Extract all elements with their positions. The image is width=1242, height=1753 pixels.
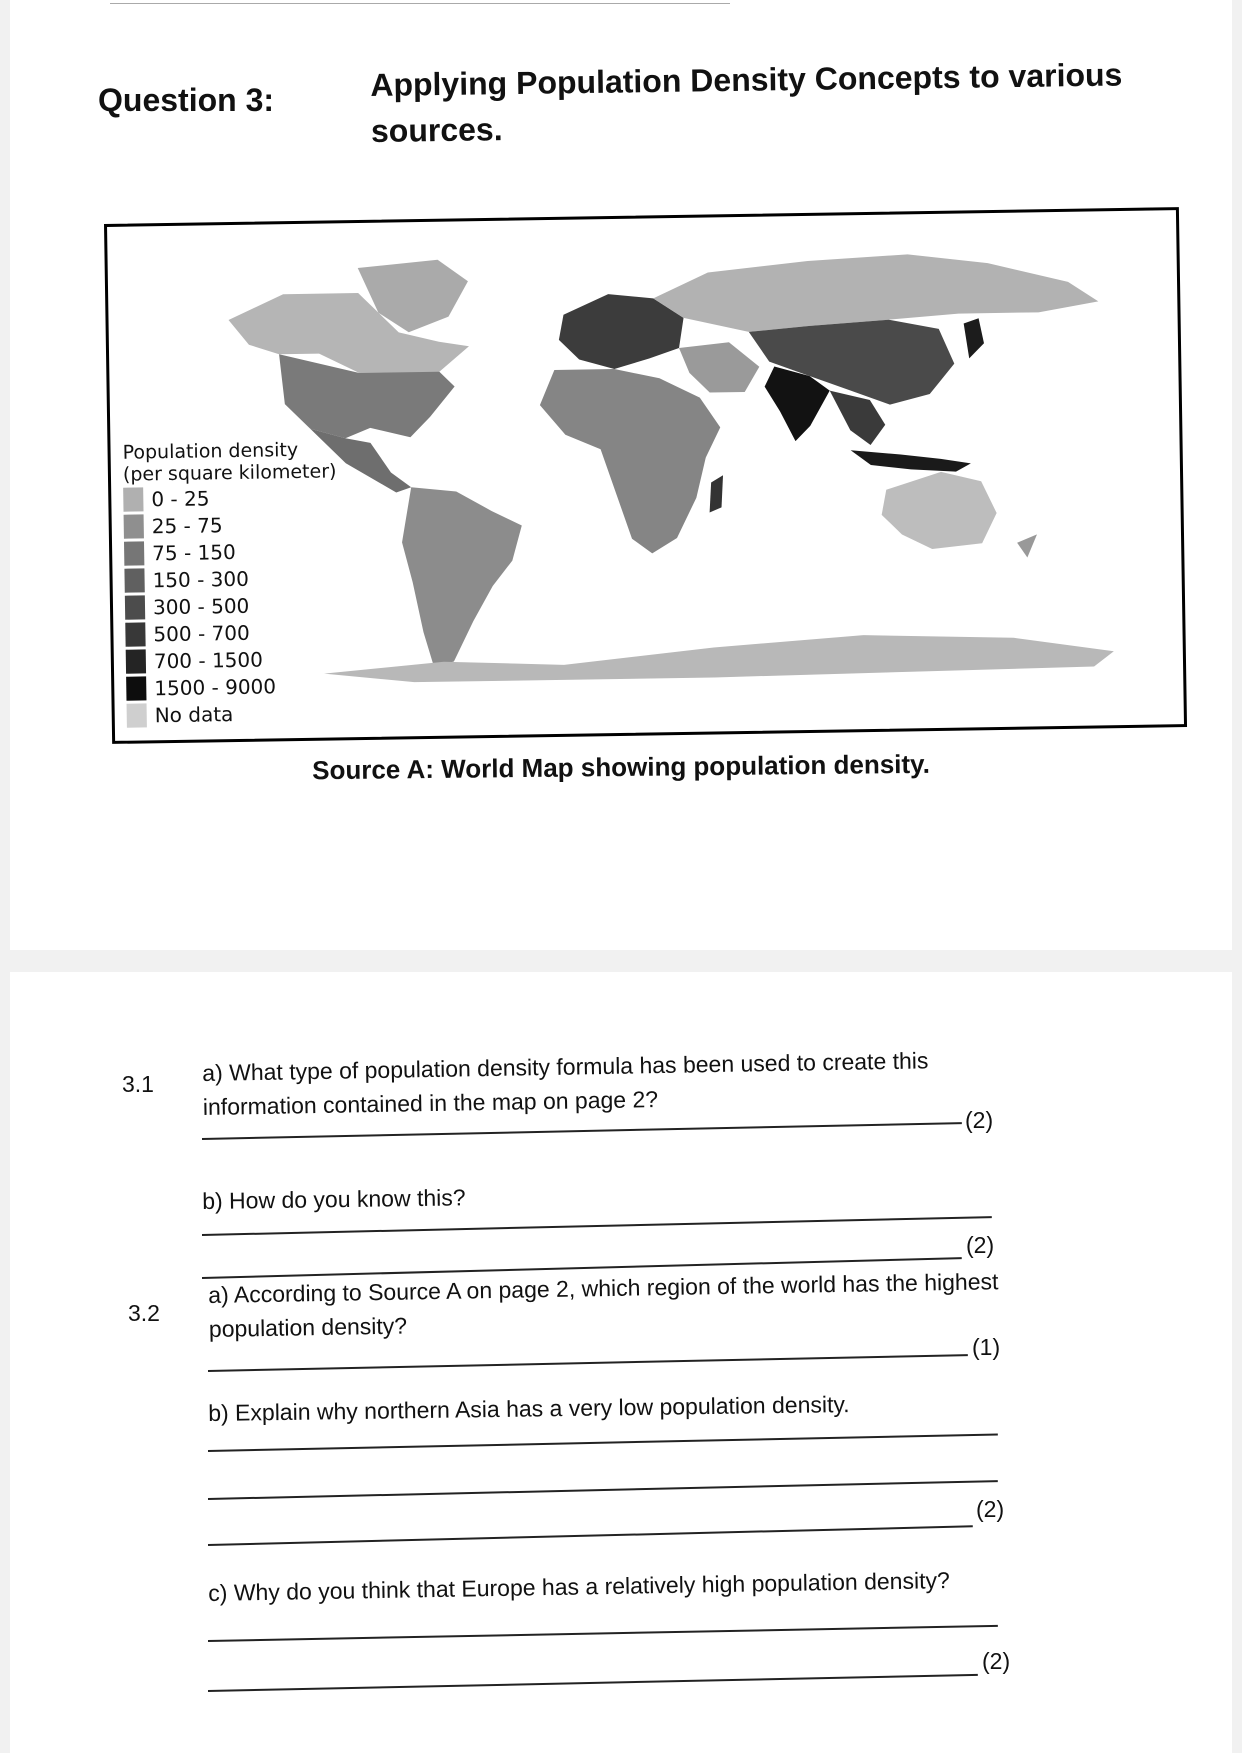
map-japan: [964, 318, 985, 358]
legend-item: [124, 509, 384, 540]
question-3-1-a: [202, 1043, 929, 1124]
question-3-2-b: b) Explain why northern Asia has a very low population density.: [208, 1391, 850, 1426]
legend-label: 150 - 300: [152, 566, 250, 592]
legend-label: 0 - 25: [151, 485, 210, 511]
legend-label: 700 - 1500: [153, 647, 264, 673]
legend-item: [126, 671, 386, 702]
page-one: [10, 0, 1232, 950]
map-caption: Source A: World Map showing population density.: [311, 748, 931, 786]
map-madagascar: [709, 475, 724, 512]
legend-item: [127, 698, 387, 729]
answer-line-3-2-b-3[interactable]: [208, 1525, 973, 1545]
legend-label: 75 - 150: [151, 539, 236, 565]
answer-line-3-1-a[interactable]: [202, 1122, 962, 1139]
legend-item: [123, 482, 383, 513]
question-title-line-1: Applying Population Density Concepts to various: [370, 56, 1123, 103]
legend-swatch: [124, 514, 144, 538]
legend-swatch: [125, 622, 145, 646]
question-title: [370, 51, 1191, 154]
legend-swatch: [127, 703, 147, 727]
question-label: Question 3:: [98, 82, 275, 118]
answer-line-3-2-c-1[interactable]: [208, 1625, 998, 1642]
question-3-2-a-line-2: population density?: [208, 1312, 408, 1342]
question-3-2-number: 3.2: [128, 1300, 160, 1326]
legend-swatch: [124, 568, 144, 592]
legend-swatch: [125, 595, 145, 619]
legend-rows: [123, 482, 387, 729]
legend-label: 25 - 75: [151, 512, 223, 538]
page-two: [10, 972, 1232, 1753]
legend-item: [124, 536, 384, 567]
question-3-1-a-line-1: a) What type of population density formula has been used to create this: [202, 1047, 929, 1086]
legend-swatch: [123, 487, 143, 511]
legend-swatch: [126, 649, 146, 673]
map-africa: [539, 367, 722, 555]
question-3-2-c: c) Why do you think that Europe has a relatively high population density?: [208, 1567, 950, 1606]
marks-3-2-a: (1): [972, 1334, 1001, 1360]
legend-title-line-1: Population density: [122, 438, 299, 464]
legend-item: [126, 644, 386, 675]
header-rule: [110, 3, 730, 4]
map-middle-east: [679, 342, 760, 393]
marks-3-2-c: (2): [982, 1648, 1011, 1674]
answer-line-3-2-b-1[interactable]: [208, 1433, 998, 1451]
question-3-1-number: 3.1: [122, 1071, 154, 1097]
marks-3-1-b: (2): [966, 1232, 995, 1258]
legend-label: 1500 - 9000: [154, 673, 277, 700]
question-3-2-a: [208, 1264, 999, 1346]
answer-line-3-2-c-2[interactable]: [208, 1674, 978, 1692]
question-3-1-b: b) How do you know this?: [202, 1184, 466, 1214]
marks-3-2-b: (2): [976, 1496, 1005, 1522]
answer-line-3-2-b-2[interactable]: [208, 1480, 998, 1499]
question-3-2-a-line-1: a) According to Source A on page 2, which region of the world has the highest: [208, 1268, 999, 1308]
legend-item: [124, 563, 384, 594]
legend-title-line-2: (per square kilometer): [122, 460, 337, 486]
answer-line-3-2-a[interactable]: [208, 1354, 968, 1371]
legend-item: [125, 617, 385, 648]
legend-label: 300 - 500: [152, 593, 250, 619]
world-map: [104, 207, 1187, 744]
map-legend: [122, 438, 386, 729]
legend-label: 500 - 700: [153, 620, 250, 646]
map-australia: [881, 471, 997, 550]
question-3-1-a-line-2: information contained in the map on page 2?: [202, 1086, 659, 1120]
legend-swatch: [124, 541, 144, 565]
answer-line-3-1-b-1[interactable]: [202, 1216, 992, 1235]
map-south-america: [401, 485, 524, 667]
marks-3-1-a: (2): [965, 1107, 994, 1133]
legend-swatch: [126, 676, 146, 700]
map-indonesia: [851, 448, 971, 473]
question-title-line-2: sources.: [370, 111, 503, 149]
legend-item: [125, 590, 385, 621]
map-new-zealand: [1017, 534, 1037, 557]
legend-label: No data: [154, 701, 234, 727]
